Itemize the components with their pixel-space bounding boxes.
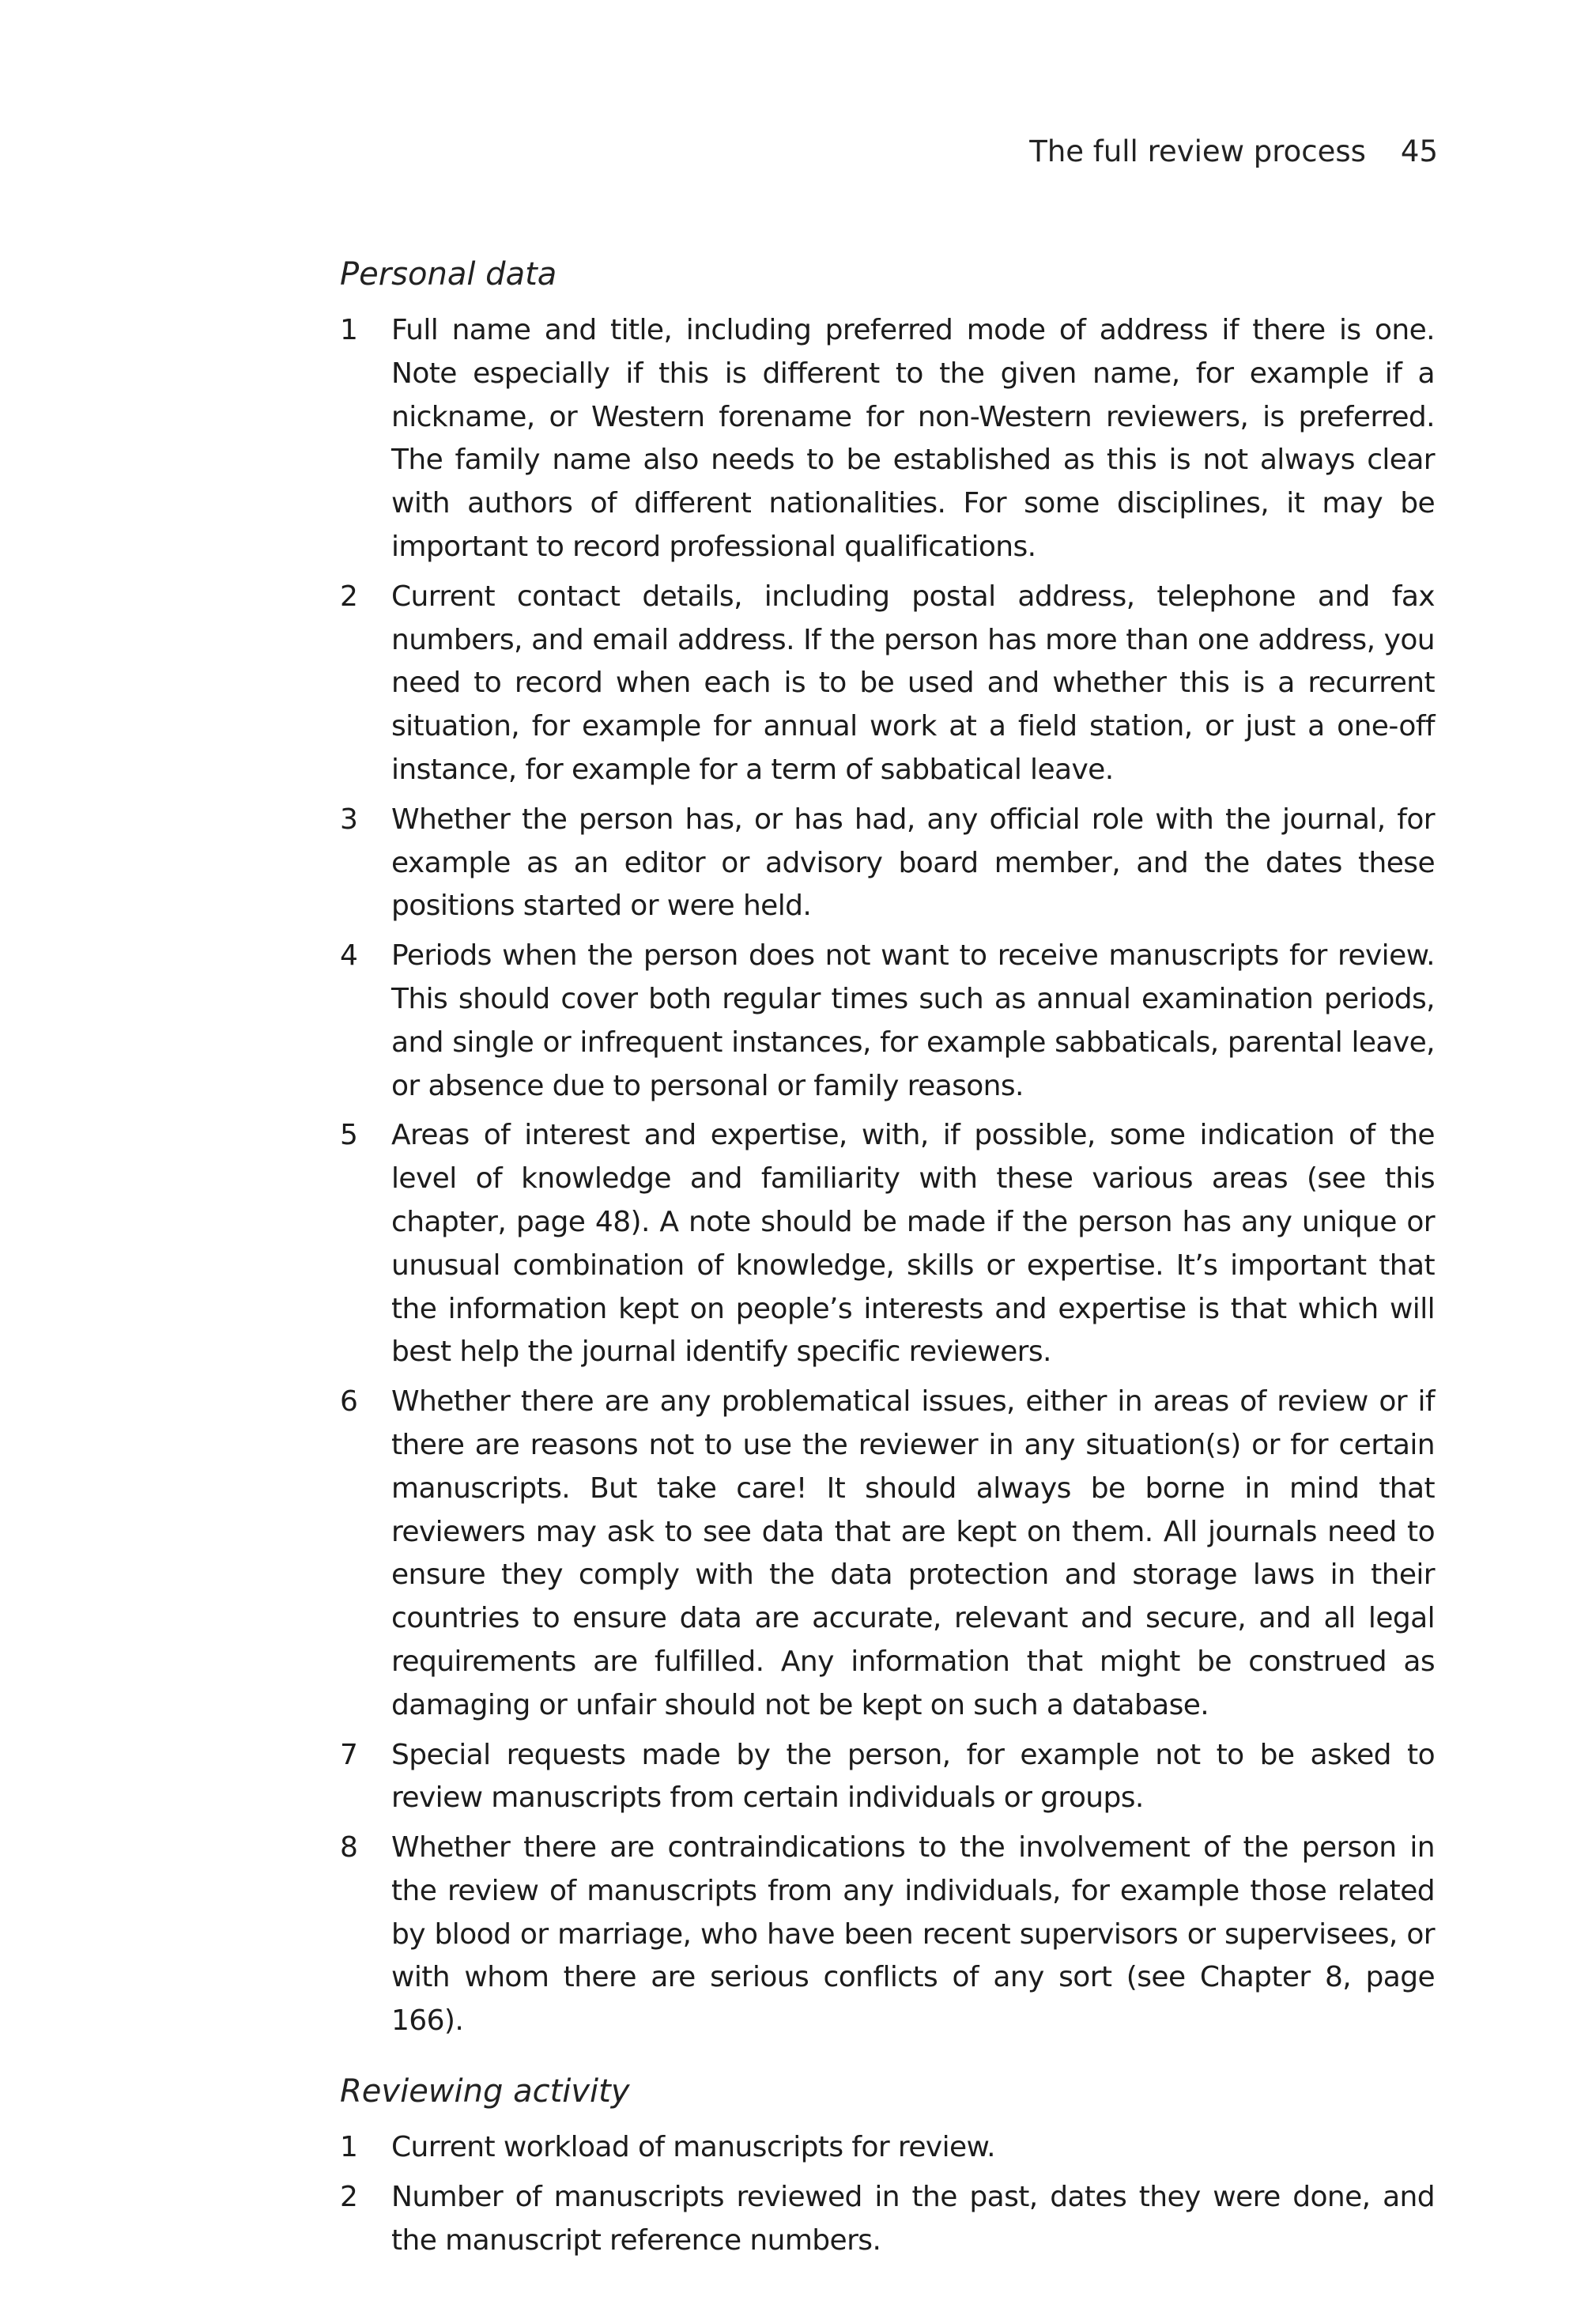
list-item: [340, 2126, 1435, 2170]
item-text: Current contact details, including postal address, telephone and fax numbers, and email address. If the person has more than one address, you need to record when each is to be used and whether this is a recurrent situation, for example for annual work at a field station, or just a one-off instance, for example for a term of sabbatical leave.: [391, 580, 1435, 786]
item-number: 7: [340, 1738, 358, 1771]
item-text: Whether the person has, or has had, any official role with the journal, for example as an editor or advisory board member, and the dates these positions started or were held.: [391, 803, 1435, 923]
item-text: Whether there are contraindications to the involvement of the person in the review of manuscripts from any individuals, for example those related by blood or marriage, who have been recent supervisors or supervisees, or with whom there are serious conflicts of any sort (see Chapter 8, page 166).: [391, 1831, 1435, 2038]
reviewing-activity-list: [340, 2126, 1435, 2262]
list-item: [340, 935, 1435, 1108]
personal-data-list: [340, 309, 1435, 2043]
item-number: 1: [340, 314, 358, 346]
list-item: [340, 1381, 1435, 1727]
item-text: Whether there are any problematical issues, either in areas of review or if there are reasons not to use the reviewer in any situation(s) or for certain manuscripts. But take care! It should always be borne in mind that reviewers may ask to see data that are kept on them. All journals need to ensure they comply with the data protection and storage laws in their countries to ensure data are accurate, relevant and secure, and all legal requirements are fulfilled. Any information that might be construed as damaging or unfair should not be kept on such a database.: [391, 1385, 1435, 1721]
item-number: 2: [340, 2180, 358, 2213]
running-head: [1029, 133, 1438, 171]
item-text: Periods when the person does not want to receive manuscripts for review. This should cover both regular times such as annual examination periods, and single or infrequent instances, for example sabbaticals, parental leave, or absence due to personal or family reasons.: [391, 939, 1435, 1102]
list-item: [340, 1827, 1435, 2043]
item-number: 5: [340, 1119, 358, 1152]
list-item: [340, 2176, 1435, 2263]
list-item: [340, 309, 1435, 569]
item-text: Full name and title, including preferred mode of address if there is one. Note especially if this is different to the given name, for example if a nickname, or Western forename for non-Western reviewers, is preferred. The family name also needs to be established as this is not always clear with authors of different nationalities. For some disciplines, it may be important to record professional qualifications.: [391, 314, 1435, 563]
section-title-personal-data: Personal data: [340, 256, 557, 293]
list-item: [340, 799, 1435, 928]
section-title-reviewing-activity: Reviewing activity: [340, 2073, 630, 2110]
page-number: 45: [1400, 134, 1438, 168]
item-text: Number of manuscripts reviewed in the past, dates they were done, and the manuscript reference numbers.: [391, 2180, 1435, 2257]
item-number: 6: [340, 1385, 358, 1419]
list-item: [340, 1734, 1435, 1821]
item-number: 1: [340, 2131, 358, 2164]
item-text: Current workload of manuscripts for review.: [391, 2131, 995, 2164]
item-number: 4: [340, 939, 358, 973]
item-number: 3: [340, 803, 358, 836]
item-number: 2: [340, 580, 358, 613]
item-text: Special requests made by the person, for example not to be asked to review manuscripts from certain individuals or groups.: [391, 1738, 1435, 1815]
list-item: [340, 1114, 1435, 1374]
item-text: Areas of interest and expertise, with, if possible, some indication of the level of knowledge and familiarity with these various areas (see this chapter, page 48). A note should be made if the person has any unique or unusual combination of knowledge, skills or expertise. It’s important that the information kept on people’s interests and expertise is that which will best help the journal identify specific reviewers.: [391, 1119, 1435, 1369]
page-body: [340, 253, 1435, 2269]
list-item: [340, 576, 1435, 792]
item-number: 8: [340, 1831, 358, 1864]
running-title: The full review process: [1029, 134, 1366, 168]
